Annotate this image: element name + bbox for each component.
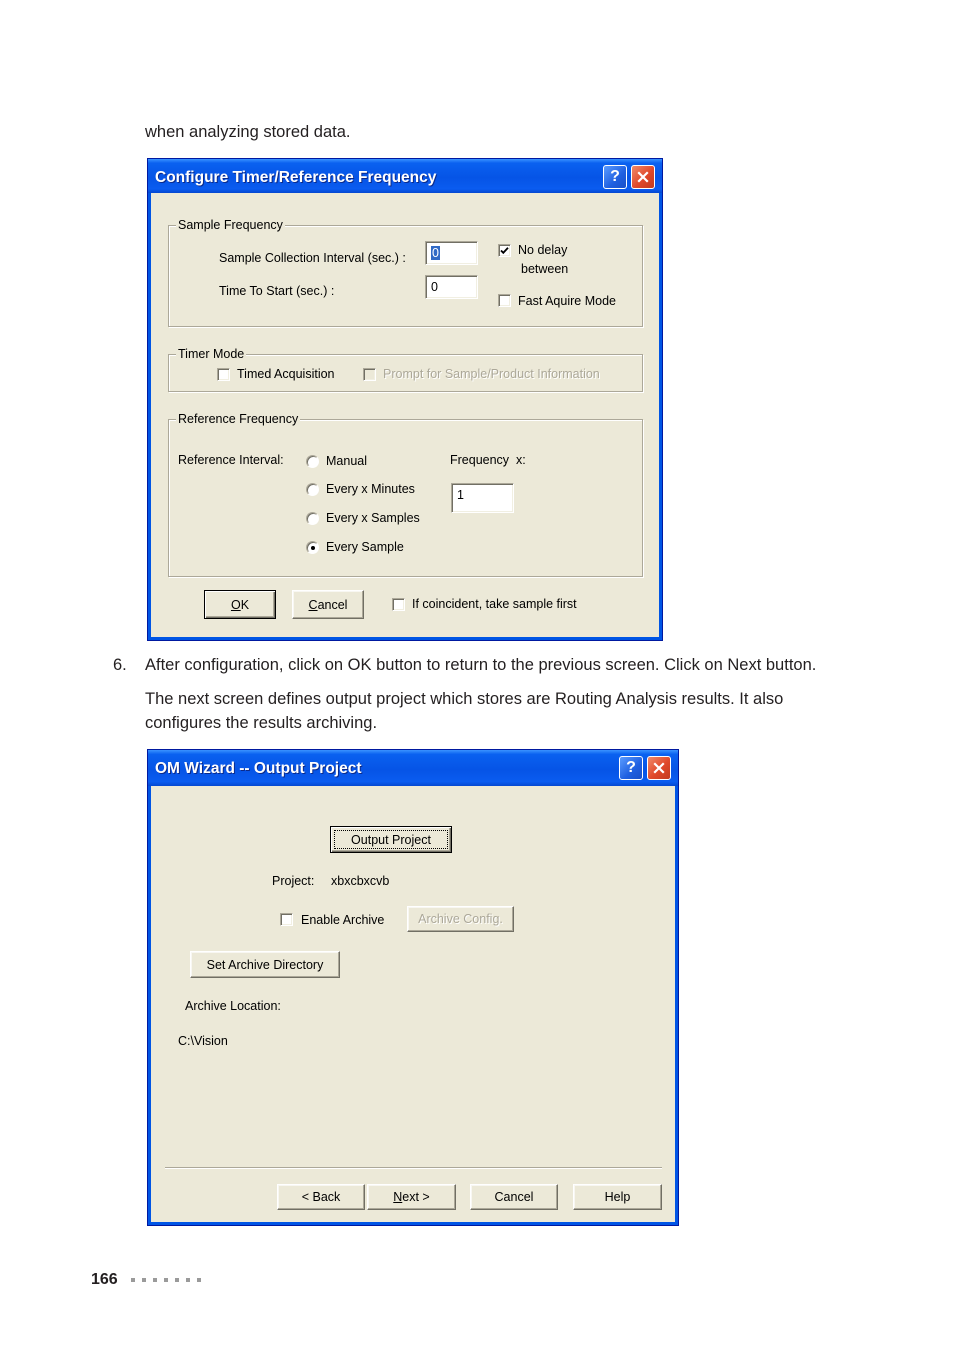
intro-text: when analyzing stored data. [145, 123, 351, 141]
set-archive-directory-label: Set Archive Directory [206, 957, 324, 972]
radio-every-x-minutes[interactable] [306, 483, 319, 496]
ok-button[interactable] [204, 590, 276, 619]
close-button[interactable] [631, 165, 655, 189]
time-to-start-label: Time To Start (sec.) : [219, 284, 335, 298]
checkmark-icon [500, 246, 509, 255]
archive-location-value: C:\Vision [178, 1034, 228, 1048]
archive-config-button [407, 906, 514, 932]
radio-dot [311, 546, 315, 550]
time-to-start-value: 0 [431, 280, 438, 294]
reference-frequency-legend: Reference Frequency [178, 412, 299, 426]
wizard-help-button[interactable] [573, 1184, 662, 1210]
help-icon: ? [610, 168, 620, 185]
enable-archive-checkbox[interactable] [280, 913, 293, 926]
paragraph-line-1: The next screen defines output project which stores are Routing Analysis results. It also [145, 690, 784, 708]
output-project-button[interactable] [330, 826, 452, 853]
output-project-label: Output Project [351, 832, 431, 847]
dialog-title: Configure Timer/Reference Frequency [155, 169, 437, 186]
paragraph-line-2: configures the results archiving. [145, 714, 378, 732]
coincident-checkbox[interactable] [392, 598, 405, 611]
radio-every-x-samples-label[interactable]: Every x Samples [326, 511, 420, 525]
title-bar[interactable] [148, 159, 662, 193]
time-to-start-input[interactable] [425, 275, 478, 299]
step-number: 6. [113, 656, 127, 674]
radio-manual-label[interactable]: Manual [326, 454, 367, 468]
collection-interval-label: Sample Collection Interval (sec.) : [219, 251, 406, 265]
step-text: After configuration, click on OK button to return to the previous screen. Click on Next button. [145, 656, 817, 674]
frequency-value: 1 [457, 488, 464, 502]
footer-dot [164, 1278, 168, 1282]
footer-dot [175, 1278, 179, 1282]
coincident-label: If coincident, take sample first [412, 597, 577, 611]
page-number: 166 [91, 1271, 118, 1288]
no-delay-label: No delay [518, 243, 568, 257]
wizard-help-label: Help [604, 1190, 631, 1204]
title-bar[interactable] [148, 750, 678, 786]
frequency-label: Frequency x: [450, 453, 526, 467]
frequency-input[interactable] [451, 483, 514, 513]
footer-dot [153, 1278, 157, 1282]
footer-dot [131, 1278, 135, 1282]
set-archive-directory-button[interactable] [190, 951, 340, 978]
radio-every-x-minutes-label[interactable]: Every x Minutes [326, 482, 415, 496]
back-button[interactable] [277, 1184, 365, 1210]
output-project-dialog [147, 749, 679, 1226]
fast-acquire-label: Fast Aquire Mode [518, 294, 616, 308]
collection-interval-value: 0 [432, 246, 439, 260]
prompt-info-checkbox [363, 368, 376, 381]
enable-archive-label: Enable Archive [301, 913, 385, 927]
cancel-label: Cancel [308, 597, 348, 612]
radio-manual[interactable] [306, 455, 319, 468]
close-icon [637, 171, 649, 183]
configure-timer-dialog [147, 158, 663, 641]
reference-frequency-group [168, 419, 643, 577]
dialog-title: OM Wizard -- Output Project [155, 760, 362, 777]
radio-every-x-samples[interactable] [306, 512, 319, 525]
next-label: Next > [393, 1190, 430, 1204]
wizard-separator [165, 1167, 662, 1169]
radio-every-sample[interactable] [306, 541, 319, 554]
footer-dot [197, 1278, 201, 1282]
wizard-cancel-button[interactable] [470, 1184, 558, 1210]
radio-every-sample-label[interactable]: Every Sample [326, 540, 404, 554]
reference-interval-label: Reference Interval: [178, 453, 284, 467]
next-button[interactable] [367, 1184, 456, 1210]
timed-acquisition-checkbox[interactable] [217, 368, 230, 381]
footer-dot [142, 1278, 146, 1282]
wizard-cancel-label: Cancel [494, 1190, 534, 1204]
cancel-button[interactable] [292, 590, 364, 619]
archive-config-label: Archive Config. [418, 912, 503, 926]
project-label: Project: [272, 874, 315, 888]
help-icon: ? [626, 759, 636, 776]
timed-acquisition-label: Timed Acquisition [237, 367, 335, 381]
no-delay-checkbox[interactable] [498, 244, 511, 257]
close-icon [653, 762, 665, 774]
timer-mode-legend: Timer Mode [178, 347, 245, 361]
ok-label: OK [230, 597, 250, 612]
footer-dot [186, 1278, 190, 1282]
sample-frequency-legend: Sample Frequency [178, 218, 283, 232]
fast-acquire-checkbox[interactable] [498, 294, 511, 307]
prompt-info-label: Prompt for Sample/Product Information [383, 367, 600, 381]
archive-location-label: Archive Location: [185, 999, 281, 1013]
sample-frequency-group [168, 225, 643, 327]
help-caption-button[interactable] [603, 165, 627, 189]
help-caption-button[interactable] [619, 756, 643, 780]
no-delay-label-line2: between [521, 262, 569, 276]
collection-interval-input[interactable] [425, 241, 478, 265]
project-value: xbxcbxcvb [331, 874, 390, 888]
close-button[interactable] [647, 756, 671, 780]
back-label: < Back [301, 1190, 341, 1204]
